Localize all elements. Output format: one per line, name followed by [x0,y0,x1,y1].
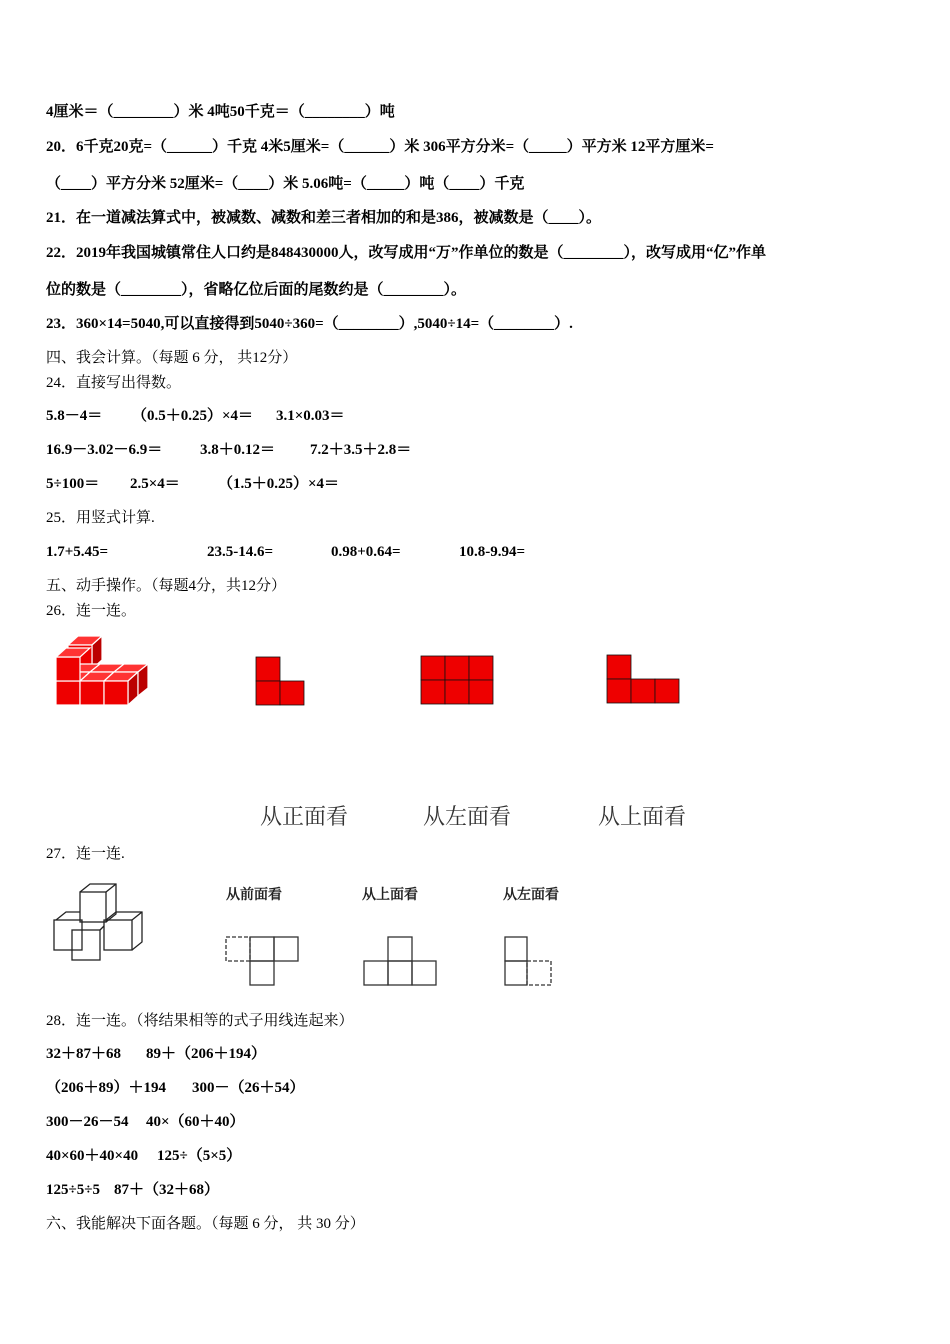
calc24-r0-c1: （0.5＋0.25）×4＝ [132,408,254,424]
match28-right-0: 89＋（206＋194） [146,1046,267,1062]
q27: 27．连一连. [46,846,125,862]
calc25-0: 1.7+5.45= [46,544,109,560]
calc24-r0-c2: 3.1×0.03＝ [276,408,345,424]
match28-left-3: 40×60＋40×40 [46,1148,139,1164]
q19-line-end: 4厘米＝（________）米 4吨50千克＝（________）吨 [46,104,395,120]
calc24-r2-c1: 2.5×4＝ [130,476,180,492]
match28-right-2: 40×（60＋40） [146,1114,245,1130]
match28-right-1: 300－（26＋54） [192,1080,305,1096]
calc24-r1-c0: 16.9－3.02－6.9＝ [46,442,163,458]
match28-left-1: （206＋89）＋194 [46,1080,167,1096]
calc25-3: 10.8-9.94= [459,544,526,560]
q26-view-top-label: 从上面看 [598,805,687,830]
q22-line-1: 22．2019年我国城镇常住人口约是848430000人，改写成用“万”作单位的数是（________），改写成用“亿”作单 [46,245,767,261]
q27-view-top-label: 从上面看 [362,887,418,903]
q24: 24．直接写出得数。 [46,375,182,391]
calc24-r2-c0: 5÷100＝ [46,476,100,492]
calc25-1: 23.5-14.6= [207,544,274,560]
q26: 26．连一连。 [46,603,137,619]
calc24-r1-c1: 3.8＋0.12＝ [200,442,276,458]
q25: 25．用竖式计算. [46,510,155,526]
q27-view-front-label: 从前面看 [226,887,282,903]
section-4-heading: 四、我会计算。（每题 6 分， 共12分） [46,350,298,366]
q23: 23．360×14=5040,可以直接得到5040÷360=（________）,5040÷14=（________）. [46,316,573,332]
calc25-2: 0.98+0.64= [331,544,401,560]
q28: 28．连一连。（将结果相等的式子用线连起来） [46,1013,354,1029]
q21: 21．在一道减法算式中，被减数、减数和差三者相加的和是386，被减数是（____）。 [46,210,602,226]
q26-view-front-label: 从正面看 [260,805,349,830]
match28-right-3: 125÷（5×5） [157,1148,242,1164]
calc24-r1-c2: 7.2＋3.5＋2.8＝ [310,442,412,458]
match28-left-2: 300－26－54 [46,1114,129,1130]
match28-left-4: 125÷5÷5 [46,1182,100,1198]
calc24-r2-c2: （1.5＋0.25）×4＝ [218,476,340,492]
q20-line-1: 20．6千克20克=（______）千克 4米5厘米=（______）米 306平方分米=（_____）平方米 12平方厘米= [46,139,714,155]
section-5-heading: 五、动手操作。（每题4分，共12分） [46,578,287,594]
q20-line-2: （____）平方分米 52厘米=（____）米 5.06吨=（_____）吨（____）千克 [46,176,525,192]
section-6-heading: 六、我能解决下面各题。（每题 6 分， 共 30 分） [46,1216,365,1232]
q22-line-2: 位的数是（________），省略亿位后面的尾数约是（________）。 [46,282,467,298]
match28-left-0: 32＋87＋68 [46,1046,122,1062]
q27-view-left-label: 从左面看 [503,887,559,903]
match28-right-4: 87＋（32＋68） [114,1182,220,1198]
q26-view-left-label: 从左面看 [423,805,512,830]
calc24-r0-c0: 5.8－4＝ [46,408,103,424]
